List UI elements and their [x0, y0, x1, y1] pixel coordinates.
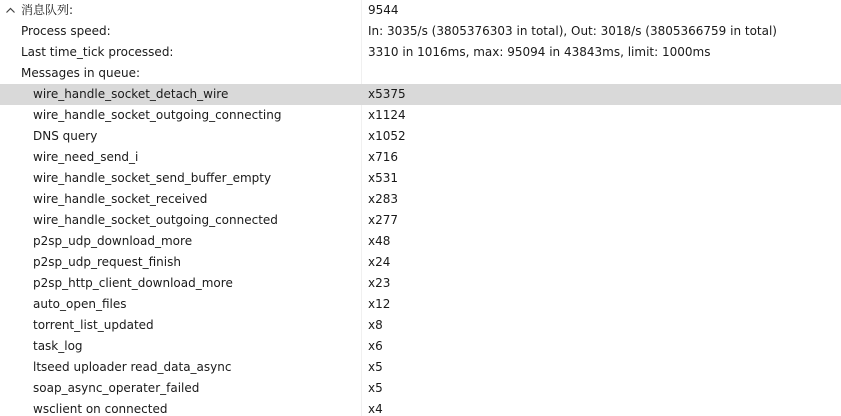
message-name: torrent_list_updated [33, 318, 154, 332]
tree-row-value: 9544 [368, 3, 399, 17]
message-name: p2sp_http_client_download_more [33, 276, 233, 290]
message-row[interactable] [0, 357, 841, 378]
message-row[interactable] [0, 84, 841, 105]
message-row[interactable] [0, 336, 841, 357]
message-row[interactable] [0, 294, 841, 315]
message-name: wire_handle_socket_detach_wire [33, 87, 229, 101]
message-name: p2sp_udp_request_finish [33, 255, 181, 269]
message-row[interactable] [0, 252, 841, 273]
message-count: x48 [368, 234, 391, 248]
message-count: x24 [368, 255, 391, 269]
message-name: ltseed uploader read_data_async [33, 360, 232, 374]
message-name: wire_handle_socket_outgoing_connecting [33, 108, 282, 122]
message-row[interactable] [0, 231, 841, 252]
message-row[interactable] [0, 315, 841, 336]
message-row[interactable] [0, 126, 841, 147]
message-name: wire_need_send_i [33, 150, 139, 164]
message-name: soap_async_operater_failed [33, 381, 200, 395]
message-row[interactable] [0, 168, 841, 189]
message-count: x8 [368, 318, 383, 332]
message-count: x5 [368, 381, 383, 395]
message-count: x1052 [368, 129, 406, 143]
message-row[interactable] [0, 273, 841, 294]
message-count: x23 [368, 276, 391, 290]
message-count: x4 [368, 402, 383, 416]
message-count: x5375 [368, 87, 406, 101]
tree-row-label: Last time_tick processed: [21, 45, 174, 59]
tree-row-last-time-tick[interactable] [0, 42, 841, 63]
tree-row-message-queue[interactable] [0, 0, 841, 21]
message-count: x531 [368, 171, 399, 185]
message-row[interactable] [0, 189, 841, 210]
message-count: x6 [368, 339, 383, 353]
message-row[interactable] [0, 210, 841, 231]
message-count: x283 [368, 192, 399, 206]
message-name: wsclient on connected [33, 402, 168, 416]
message-row[interactable] [0, 378, 841, 399]
tree-row-value: 3310 in 1016ms, max: 95094 in 43843ms, limit: 1000ms [368, 45, 711, 59]
message-count: x1124 [368, 108, 406, 122]
tree-row-label: Messages in queue: [21, 66, 141, 80]
message-row[interactable] [0, 105, 841, 126]
tree-row-messages-in-queue[interactable] [0, 63, 841, 84]
message-row[interactable] [0, 399, 841, 416]
chevron-up-icon[interactable] [5, 5, 16, 16]
message-count: x12 [368, 297, 391, 311]
message-name: task_log [33, 339, 83, 353]
message-name: wire_handle_socket_received [33, 192, 208, 206]
message-row[interactable] [0, 147, 841, 168]
message-count: x277 [368, 213, 399, 227]
message-count: x716 [368, 150, 399, 164]
tree-row-process-speed[interactable] [0, 21, 841, 42]
tree-row-label: 消息队列: [21, 3, 74, 17]
tree-row-value: In: 3035/s (3805376303 in total), Out: 3018/s (3805366759 in total) [368, 24, 777, 38]
message-name: p2sp_udp_download_more [33, 234, 193, 248]
message-name: DNS query [33, 129, 98, 143]
tree-row-label: Process speed: [21, 24, 111, 38]
message-name: wire_handle_socket_send_buffer_empty [33, 171, 272, 185]
message-count: x5 [368, 360, 383, 374]
message-name: auto_open_files [33, 297, 127, 311]
message-name: wire_handle_socket_outgoing_connected [33, 213, 278, 227]
